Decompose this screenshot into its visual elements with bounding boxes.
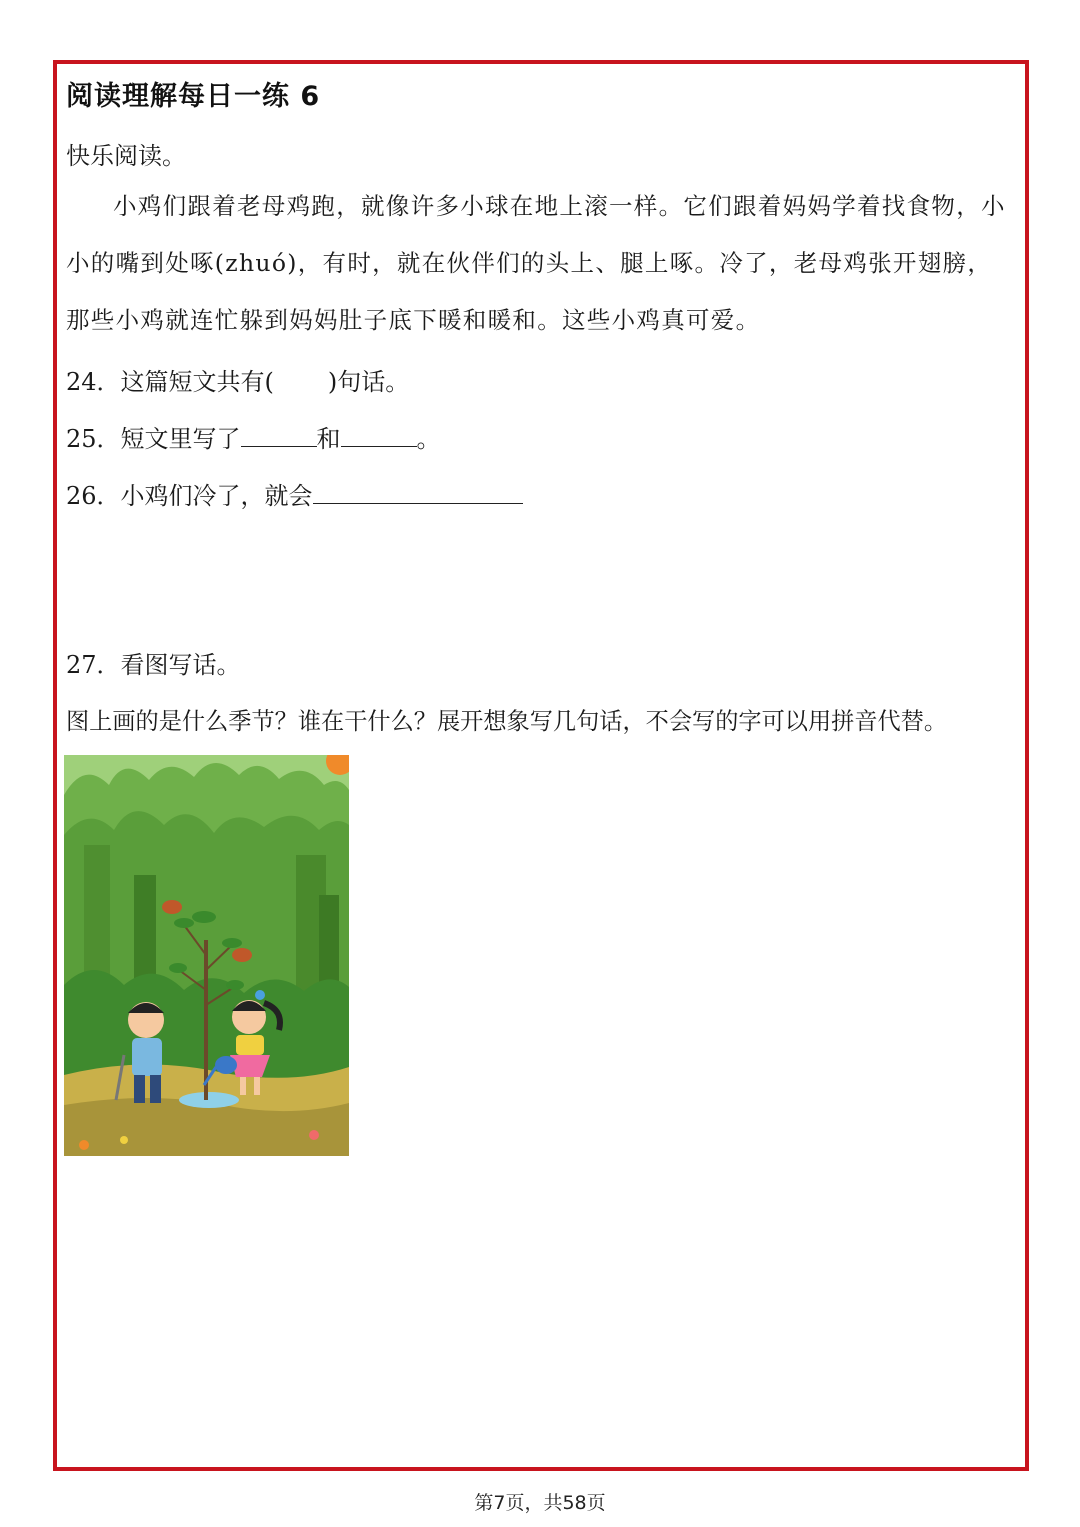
answer-blank-25a[interactable] — [241, 421, 317, 447]
question-26-prefix: 26．小鸡们冷了，就会 — [66, 482, 313, 510]
answer-blank-26[interactable] — [313, 478, 523, 504]
question-25-suffix: 。 — [416, 425, 441, 453]
page-number: 第7页，共58页 — [474, 1492, 606, 1514]
question-25 — [66, 419, 441, 454]
question-24-suffix: )句话。 — [327, 368, 410, 396]
question-24-prefix: 24．这篇短文共有( — [66, 368, 274, 396]
reading-passage: 小鸡们跟着老母鸡跑，就像许多小球在地上滚一样。它们跟着妈妈学着找食物，小小的嘴到处啄(zhuó)，有时，就在伙伴们的头上、腿上啄。冷了，老母鸡张开翅膀，那些小鸡就连忙躲到妈妈肚子底下暖和暖和。这些小鸡真可爱。 — [66, 192, 1006, 334]
question-25-middle: 和 — [316, 425, 341, 453]
question-24 — [66, 362, 409, 397]
illustration-children-planting-tree — [64, 755, 349, 1156]
question-25-prefix: 25．短文里写了 — [66, 425, 241, 453]
question-26 — [66, 476, 523, 511]
question-27-label: 27．看图写话。 — [66, 651, 241, 679]
instruction-text: 快乐阅读。 — [66, 142, 186, 170]
page-title: 阅读理解每日一练 6 — [66, 81, 321, 112]
question-27-prompt: 图上画的是什么季节？谁在干什么？展开想象写几句话，不会写的字可以用拼音代替。 — [66, 708, 948, 735]
answer-blank-25b[interactable] — [341, 421, 417, 447]
